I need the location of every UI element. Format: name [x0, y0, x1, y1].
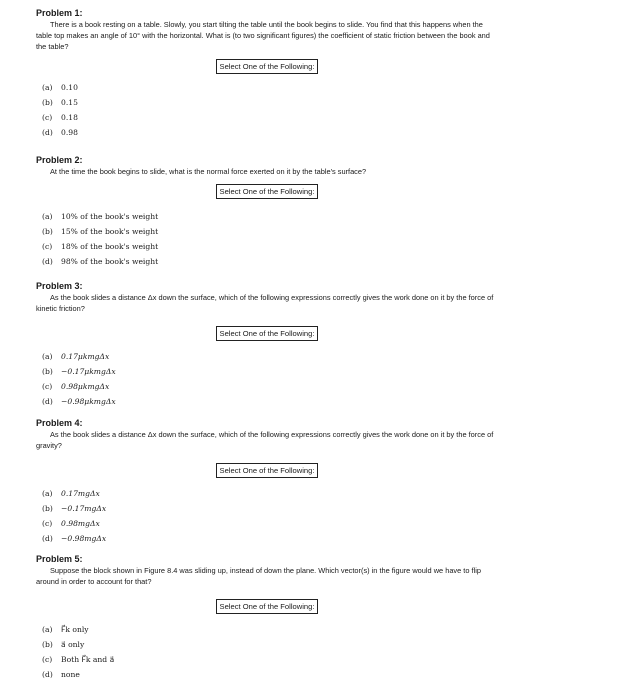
select-answer-button[interactable]: Select One of the Following: [216, 463, 319, 478]
answer-option: (c) Both F⃗k and a⃗ [42, 655, 115, 664]
select-wrapper [36, 181, 498, 197]
problem-2 [36, 155, 498, 269]
problem-4 [36, 418, 498, 546]
problem-3 [36, 281, 498, 409]
answer-option: (a) 10% of the book's weight [42, 212, 159, 221]
answer-option: (c) 0.18 [42, 113, 78, 122]
problem-text: At the time the book begins to slide, what is the normal force exerted on it by the table's surface? [50, 167, 367, 176]
answer-options [36, 486, 498, 546]
select-answer-button[interactable]: Select One of the Following: [216, 184, 319, 199]
problem-title: Problem 5: [36, 554, 83, 564]
problem-text: There is a book resting on a table. Slowly, you start tilting the table until the book begins to slide. You find that this happens when the table top makes an angle of 10° with the horizontal. What is (to two significant figures) the coefficient of static friction between the book and the table? [36, 20, 490, 51]
answer-option: (c) 0.98mgΔx [42, 519, 100, 528]
answer-options [36, 80, 498, 140]
select-answer-button[interactable]: Select One of the Following: [216, 326, 319, 341]
answer-option: (b) −0.17mgΔx [42, 504, 107, 513]
select-answer-button[interactable]: Select One of the Following: [216, 59, 319, 74]
answer-options [36, 622, 498, 682]
answer-option: (a) F⃗k only [42, 625, 89, 634]
answer-option: (d) 98% of the book's weight [42, 257, 159, 266]
problem-text: As the book slides a distance Δx down the surface, which of the following expressions correctly gives the work done on it by the force of gravity? [36, 430, 494, 450]
answer-option: (b) 0.15 [42, 98, 78, 107]
problem-text: As the book slides a distance Δx down the surface, which of the following expressions correctly gives the work done on it by the force of kinetic friction? [36, 293, 494, 313]
problem-1 [36, 8, 498, 140]
answer-option: (d) none [42, 670, 80, 679]
answer-option: (b) −0.17μkmgΔx [42, 367, 116, 376]
answer-option: (d) 0.98 [42, 128, 78, 137]
answer-option: (d) −0.98μkmgΔx [42, 397, 116, 406]
select-wrapper [36, 596, 498, 612]
problem-title: Problem 1: [36, 8, 83, 18]
answer-option: (d) −0.98mgΔx [42, 534, 107, 543]
problem-title: Problem 2: [36, 155, 83, 165]
answer-option: (a) 0.17μkmgΔx [42, 352, 110, 361]
answer-option: (b) a⃗ only [42, 640, 85, 649]
select-wrapper [36, 323, 498, 339]
select-wrapper [36, 460, 498, 476]
problem-title: Problem 3: [36, 281, 83, 291]
answer-option: (a) 0.17mgΔx [42, 489, 100, 498]
answer-option: (a) 0.10 [42, 83, 78, 92]
problem-5 [36, 554, 498, 682]
select-wrapper [36, 56, 498, 72]
answer-options [36, 349, 498, 409]
answer-option: (c) 0.98μkmgΔx [42, 382, 110, 391]
answer-option: (c) 18% of the book's weight [42, 242, 159, 251]
select-answer-button[interactable]: Select One of the Following: [216, 599, 319, 614]
problem-text: Suppose the block shown in Figure 8.4 was sliding up, instead of down the plane. Which vector(s) in the figure would we have to flip around in order to account for that? [36, 566, 481, 586]
answer-options [36, 209, 498, 269]
answer-option: (b) 15% of the book's weight [42, 227, 159, 236]
problem-title: Problem 4: [36, 418, 83, 428]
